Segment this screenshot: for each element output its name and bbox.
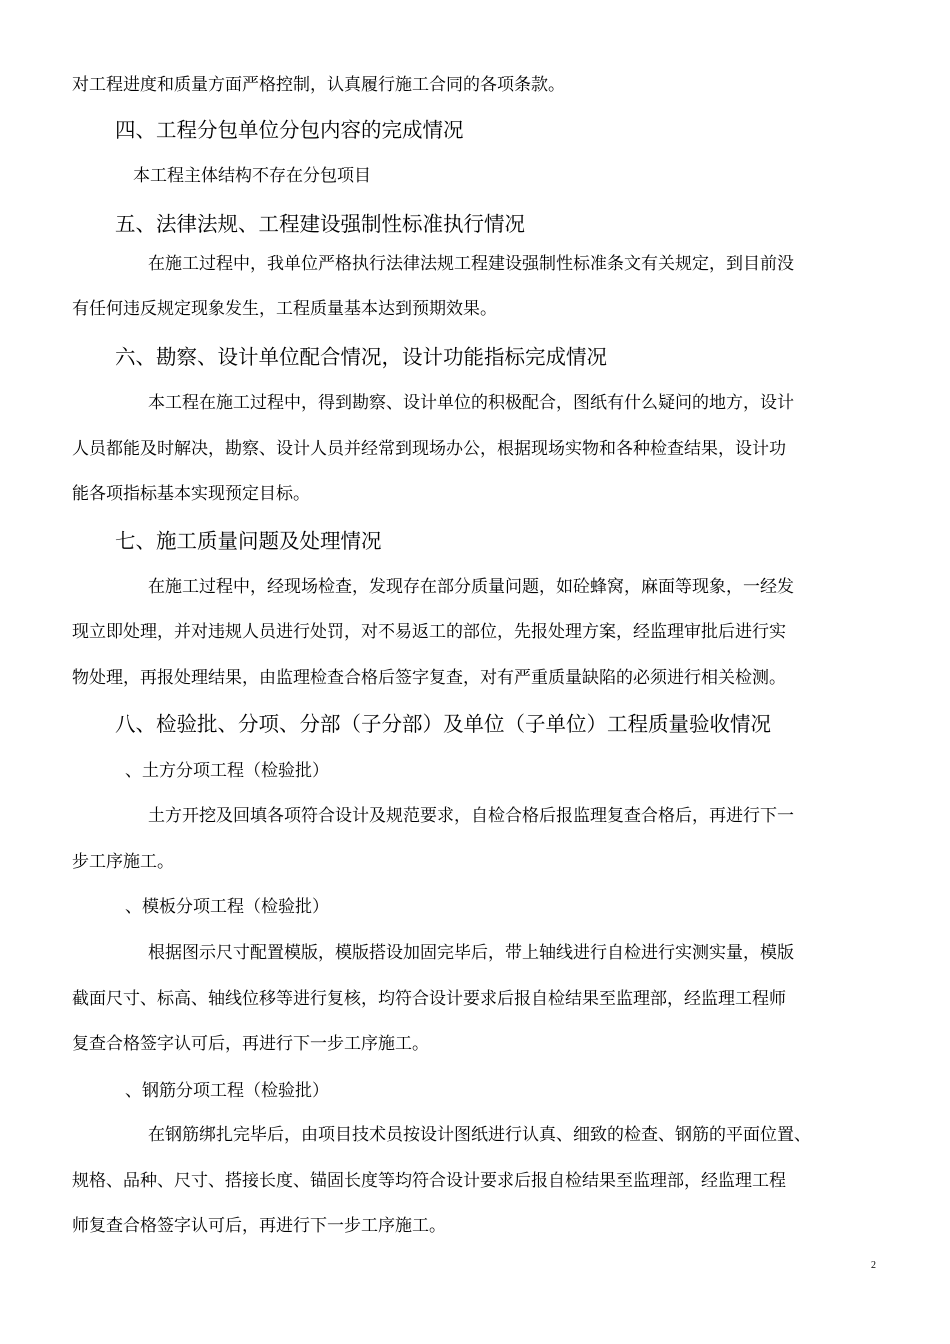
section-8-subsection-1-title: 、土方分项工程（检验批）: [125, 761, 329, 781]
section-8-subsection-3-body-line-1: 在钢筋绑扎完毕后，由项目技术员按设计图纸进行认真、细致的检查、钢筋的平面位置、: [148, 1125, 811, 1145]
section-4-body-line-1: 本工程主体结构不存在分包项目: [133, 166, 371, 186]
section-5-body-line-2: 有任何违反规定现象发生，工程质量基本达到预期效果。: [72, 299, 497, 319]
section-6-heading: 六、勘察、设计单位配合情况，设计功能指标完成情况: [115, 345, 607, 369]
section-8-subsection-2-title: 、模板分项工程（检验批）: [125, 897, 329, 917]
section-8-subsection-2-body-line-2: 截面尺寸、标高、轴线位移等进行复核，均符合设计要求后报自检结果至监理部，经监理工程师: [72, 989, 786, 1009]
section-8-subsection-3-title: 、钢筋分项工程（检验批）: [125, 1081, 329, 1101]
section-6-body-line-1: 本工程在施工过程中，得到勘察、设计单位的积极配合，图纸有什么疑问的地方，设计: [148, 393, 794, 413]
section-7-body-line-3: 物处理，再报处理结果，由监理检查合格后签字复查，对有严重质量缺陷的必须进行相关检测。: [72, 668, 786, 688]
section-8-subsection-1-body-line-1: 土方开挖及回填各项符合设计及规范要求，自检合格后报监理复查合格后，再进行下一: [148, 806, 794, 826]
continuation-text-line-1: 对工程进度和质量方面严格控制，认真履行施工合同的各项条款。: [72, 75, 565, 95]
section-8-subsection-2-body-line-1: 根据图示尺寸配置模版，模版搭设加固完毕后，带上轴线进行自检进行实测实量，模版: [148, 943, 794, 963]
section-6-body-line-2: 人员都能及时解决，勘察、设计人员并经常到现场办公，根据现场实物和各种检查结果，设计功: [72, 439, 786, 459]
section-8-subsection-1-body-line-2: 步工序施工。: [72, 852, 174, 872]
section-4-heading: 四、工程分包单位分包内容的完成情况: [115, 118, 464, 142]
section-8-subsection-2-body-line-3: 复查合格签字认可后，再进行下一步工序施工。: [72, 1034, 429, 1054]
section-6-body-line-3: 能各项指标基本实现预定目标。: [72, 484, 310, 504]
section-5-heading: 五、法律法规、工程建设强制性标准执行情况: [115, 212, 525, 236]
page-number: 2: [871, 1260, 876, 1271]
section-7-body-line-2: 现立即处理，并对违规人员进行处罚，对不易返工的部位，先报处理方案，经监理审批后进行实: [72, 622, 786, 642]
section-7-heading: 七、施工质量问题及处理情况: [115, 529, 382, 553]
section-8-heading: 八、检验批、分项、分部（子分部）及单位（子单位）工程质量验收情况: [115, 712, 771, 736]
section-7-body-line-1: 在施工过程中，经现场检查，发现存在部分质量问题，如砼蜂窝，麻面等现象，一经发: [148, 577, 794, 597]
section-8-subsection-3-body-line-3: 师复查合格签字认可后，再进行下一步工序施工。: [72, 1216, 446, 1236]
section-8-subsection-3-body-line-2: 规格、品种、尺寸、搭接长度、锚固长度等均符合设计要求后报自检结果至监理部，经监理工程: [72, 1171, 786, 1191]
section-5-body-line-1: 在施工过程中，我单位严格执行法律法规工程建设强制性标准条文有关规定，到目前没: [148, 254, 794, 274]
